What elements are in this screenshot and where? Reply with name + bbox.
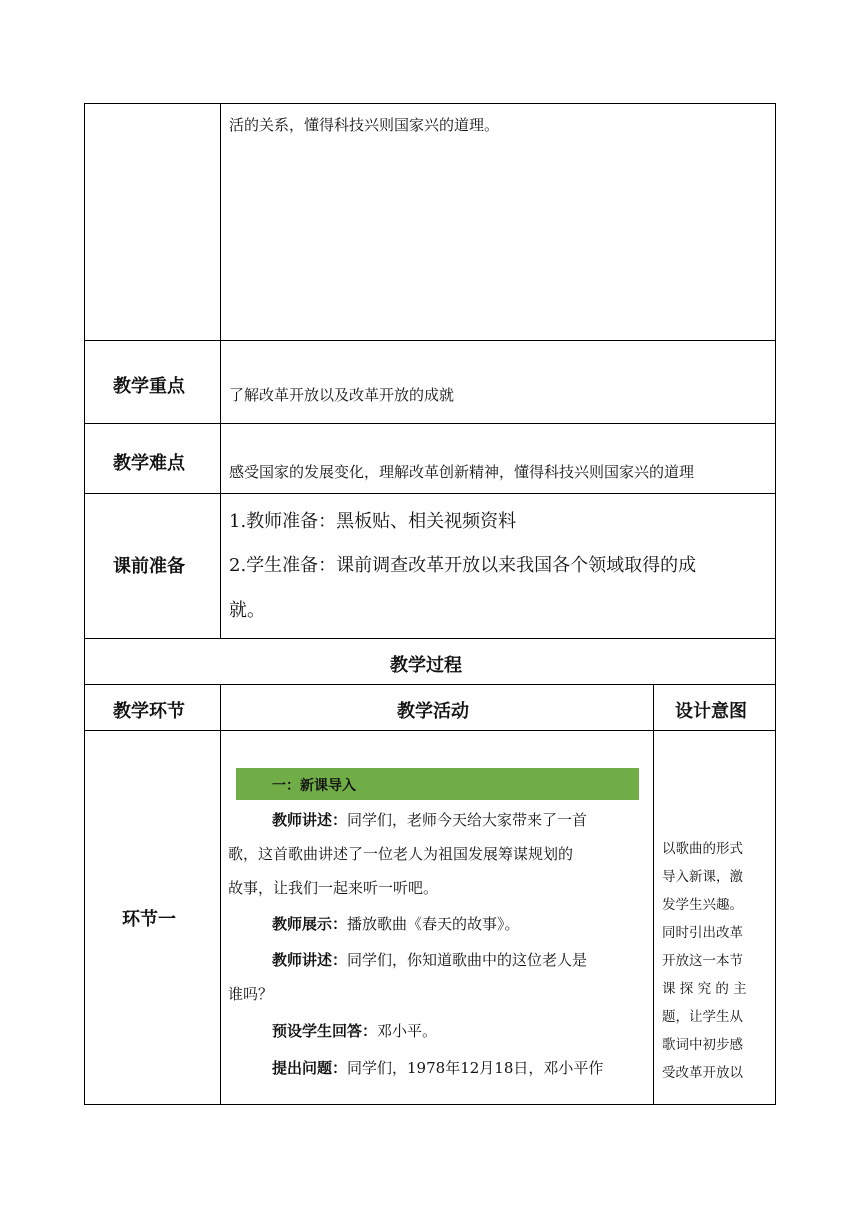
- design-intent-line: 以歌曲的形式: [662, 841, 743, 857]
- stage-label: 环节一: [122, 909, 176, 930]
- design-intent-line: 题，让学生从: [662, 1009, 743, 1025]
- design-intent-line: 发学生兴趣。: [662, 897, 743, 913]
- paragraph-text: 歌，这首歌曲讲述了一位老人为祖国发展筹谋规划的: [228, 845, 574, 863]
- paragraph-text: 邓小平。: [377, 1022, 438, 1040]
- paragraph-text: 同学们，老师今天给大家带来了一首: [347, 811, 588, 829]
- design-intent-line: 课 探 究 的 主: [662, 981, 747, 997]
- design-intent-text: [662, 835, 766, 1087]
- preparation-label: 课前准备: [113, 556, 185, 577]
- speaker-label: 教师展示：: [272, 915, 348, 933]
- activity-paragraph: [228, 1021, 638, 1042]
- section-title: 一：新课导入: [272, 778, 356, 794]
- speaker-label: 教师讲述：: [272, 811, 348, 829]
- row-divider: [84, 638, 776, 639]
- table-border-left: [84, 103, 85, 1105]
- header-stage: 教学环节: [113, 701, 185, 722]
- activity-paragraph: [228, 810, 638, 899]
- table-border-top: [84, 103, 776, 104]
- design-intent-line: 导入新课，激: [662, 869, 743, 885]
- header-design: 设计意图: [675, 701, 747, 722]
- difficult-points-value: 感受国家的发展变化，理解改革创新精神，懂得科技兴则国家兴的道理: [229, 463, 695, 481]
- activity-paragraph: [228, 950, 638, 1005]
- difficult-points-label: 教学难点: [113, 453, 185, 474]
- col-divider-1-upper: [220, 103, 221, 638]
- preparation-line: 就。: [229, 600, 265, 621]
- speaker-label: 预设学生回答：: [272, 1022, 378, 1040]
- section-title-bar: [236, 768, 639, 800]
- design-intent-line: 受改革开放以: [662, 1065, 743, 1081]
- speaker-label: 提出问题：: [272, 1059, 348, 1077]
- col-divider-1-lower: [220, 684, 221, 1105]
- key-points-label: 教学重点: [113, 376, 185, 397]
- key-points-value: 了解改革开放以及改革开放的成就: [229, 386, 455, 404]
- row-divider: [84, 423, 776, 424]
- preparation-line: 2.学生准备：课前调查改革开放以来我国各个领域取得的成: [229, 555, 697, 576]
- row-divider: [84, 684, 776, 685]
- speaker-label: 教师讲述：: [272, 951, 348, 969]
- paragraph-text: 同学们，1978年12月18日，邓小平作: [347, 1059, 604, 1077]
- teaching-goal-continuation: 活的关系，懂得科技兴则国家兴的道理。: [229, 116, 500, 134]
- paragraph-text: 播放歌曲《春天的故事》。: [347, 915, 520, 933]
- paragraph-text: 同学们，你知道歌曲中的这位老人是: [347, 951, 588, 969]
- row-divider: [84, 340, 776, 341]
- paragraph-text: 故事，让我们一起来听一听吧。: [228, 879, 439, 897]
- table-border-bottom: [84, 1104, 776, 1105]
- table-border-right: [775, 103, 776, 1105]
- col-divider-2: [653, 684, 654, 1105]
- process-title: 教学过程: [390, 655, 462, 676]
- row-divider: [84, 493, 776, 494]
- preparation-line: 1.教师准备：黑板贴、相关视频资料: [229, 511, 517, 532]
- activity-paragraph: [228, 1058, 638, 1079]
- design-intent-line: 开放这一本节: [662, 953, 743, 969]
- design-intent-line: 歌词中初步感: [662, 1037, 743, 1053]
- header-activity: 教学活动: [397, 701, 469, 722]
- row-divider: [84, 730, 776, 731]
- design-intent-line: 同时引出改革: [662, 925, 743, 941]
- activity-paragraph: [228, 914, 638, 935]
- paragraph-text: 谁吗？: [228, 985, 274, 1003]
